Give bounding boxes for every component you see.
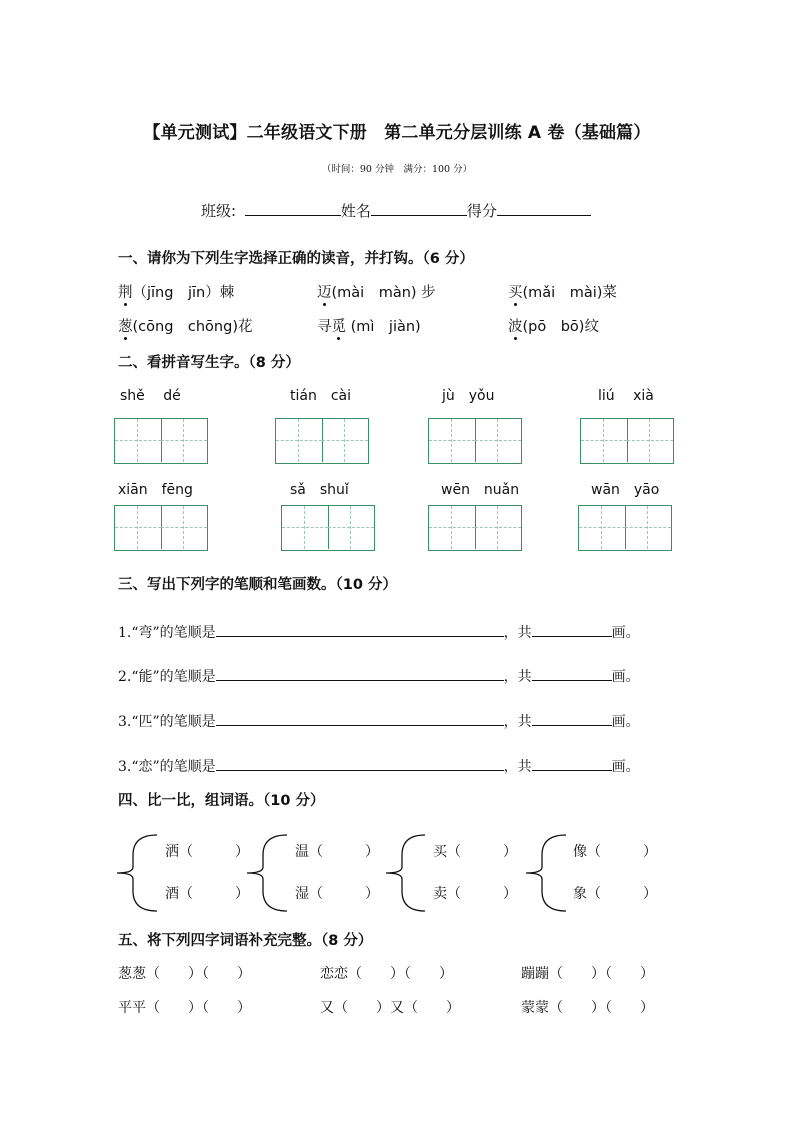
stroke-count-blank[interactable]: [532, 710, 612, 726]
writing-grid[interactable]: [428, 418, 522, 464]
pinyin-label: shě dé: [120, 388, 181, 404]
score-label: 得分: [466, 202, 497, 220]
pinyin-label: xiān fēng: [118, 482, 193, 498]
word-pair-bottom[interactable]: 卖（ ）: [433, 886, 517, 902]
class-label: 班级:: [201, 202, 237, 220]
pronunciation-item[interactable]: 寻觅 (mì jiàn): [317, 319, 421, 335]
stroke-order-line: 2.“能”的笔顺是 ，共 画。: [118, 665, 640, 686]
exam-info: （时间：90 分钟 满分：100 分）: [321, 164, 473, 175]
idiom-fill-item[interactable]: 平平（ ）（ ）: [118, 1000, 251, 1016]
brace-lines: [0, 825, 794, 920]
word-pair-top[interactable]: 温（ ）: [295, 844, 379, 860]
stroke-order-blank[interactable]: [216, 710, 504, 726]
word-pair-bottom[interactable]: 湿（ ）: [295, 886, 379, 902]
idiom-fill-item[interactable]: 蹦蹦（ ）（ ）: [521, 966, 654, 982]
idiom-fill-item[interactable]: 又（ ）又（ ）: [320, 1000, 460, 1016]
stroke-order-line: 1.“弯”的笔顺是 ，共 画。: [118, 621, 640, 642]
pronunciation-item[interactable]: 波(pō bō)纹: [508, 319, 599, 335]
writing-grid[interactable]: [281, 505, 375, 551]
writing-grid[interactable]: [114, 418, 208, 464]
writing-grid[interactable]: [578, 505, 672, 551]
pronunciation-item[interactable]: 迈(mài màn) 步: [317, 285, 436, 301]
stroke-order-line: 3.“匹”的笔顺是 ，共 画。: [118, 710, 640, 731]
pinyin-label: liú xià: [598, 388, 654, 404]
score-blank[interactable]: [497, 200, 591, 216]
writing-grid[interactable]: [275, 418, 369, 464]
writing-grid[interactable]: [428, 505, 522, 551]
section1-heading: 一、请你为下列生字选择正确的读音，并打钩。（6 分）: [118, 251, 474, 267]
stroke-order-blank[interactable]: [216, 665, 504, 681]
pinyin-label: tián cài: [290, 388, 351, 404]
student-info-line: [201, 200, 591, 221]
name-blank[interactable]: [371, 200, 467, 216]
idiom-fill-item[interactable]: 蒙蒙（ ）（ ）: [521, 1000, 654, 1016]
pinyin-label: wēn nuǎn: [441, 482, 520, 498]
stroke-count-blank[interactable]: [532, 755, 612, 771]
name-label: 姓名: [340, 202, 371, 220]
stroke-order-line: 3.“恋”的笔顺是 ，共 画。: [118, 755, 640, 776]
writing-grid[interactable]: [114, 505, 208, 551]
section3-heading: 三、写出下列字的笔顺和笔画数。（10 分）: [118, 577, 397, 593]
word-pair-top[interactable]: 像（ ）: [573, 844, 657, 860]
pronunciation-item[interactable]: 买(mǎi mài)菜: [508, 285, 617, 301]
pinyin-label: jù yǒu: [442, 388, 495, 404]
pinyin-label: wān yāo: [591, 482, 660, 498]
stroke-count-blank[interactable]: [532, 621, 612, 637]
section5-heading: 五、将下列四字词语补充完整。（8 分）: [118, 933, 373, 949]
section2-heading: 二、看拼音写生字。（8 分）: [118, 355, 300, 371]
writing-grid[interactable]: [580, 418, 674, 464]
section4-heading: 四、比一比，组词语。（10 分）: [118, 793, 325, 809]
pronunciation-item[interactable]: 荆（jīng jīn）棘: [118, 285, 235, 301]
idiom-fill-item[interactable]: 恋恋（ ）（ ）: [320, 966, 453, 982]
stroke-count-blank[interactable]: [532, 665, 612, 681]
idiom-fill-item[interactable]: 葱葱（ ）（ ）: [118, 966, 251, 982]
pronunciation-item[interactable]: 葱(cōng chōng)花: [118, 319, 253, 335]
class-blank[interactable]: [245, 200, 341, 216]
pinyin-label: sǎ shuǐ: [290, 482, 349, 498]
word-pair-bottom[interactable]: 象（ ）: [573, 886, 657, 902]
word-pair-bottom[interactable]: 酒（ ）: [165, 886, 249, 902]
stroke-order-blank[interactable]: [216, 755, 504, 771]
word-pair-top[interactable]: 买（ ）: [433, 844, 517, 860]
stroke-order-blank[interactable]: [216, 621, 504, 637]
word-pair-top[interactable]: 洒（ ）: [165, 844, 249, 860]
page-title: 【单元测试】二年级语文下册 第二单元分层训练 A 卷（基础篇）: [143, 123, 651, 143]
